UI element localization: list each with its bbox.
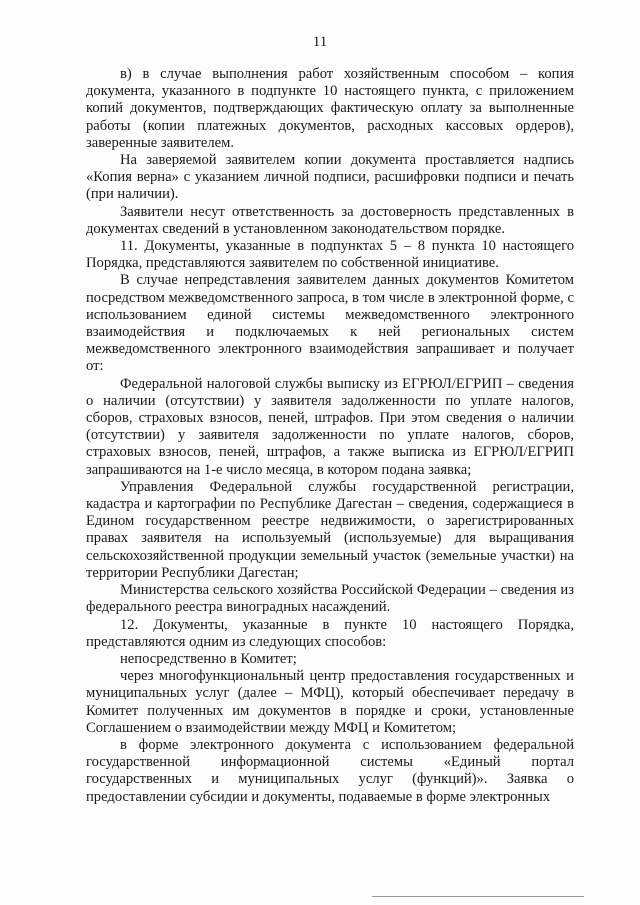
paragraph: непосредственно в Комитет; [120,650,297,667]
paragraph: 12. Документы, указанные в пункте 10 настоящего Порядка, представляются одним из следующих способов: [86,616,574,650]
paragraph: Управления Федеральной службы государственной регистрации, кадастра и картографии по Республике Дагестан – сведения, содержащиеся в Едином государственном реестре недвижимости, о зарегистрированных правах заявителя на используемый (используемые) для выращивания сельскохозяйственной продукции земельный участок (земельные участки) на территории Республики Дагестан; [86,478,574,581]
paragraph: В случае непредставления заявителем данных документов Комитетом посредством межведомственного запроса, в том числе в электронной форме, с использованием единой системы межведомственного электронного взаимодействия и подключаемых к ней региональных систем межведомственного электронного взаимодействия запрашивает и получает от: [86,272,574,375]
paragraph: в форме электронного документа с использованием федеральной государственной информационной системы «Единый портал государственных и муниципальных услуг (функций)». Заявка о предоставлении субсидии и документы, подаваемые в форме электронных [86,736,574,805]
paragraph: Министерства сельского хозяйства Российской Федерации – сведения из федерального реестра виноградных насаждений. [86,582,574,616]
footer-rule [372,896,584,897]
paragraph: в) в случае выполнения работ хозяйственным способом – копия документа, указанного в подпункте 10 настоящего пункта, с приложением копий документов, подтверждающих фактическую оплату за выполненные работы (копии платежных документов, расходных кассовых ордеров), заверенные заявителем. [86,66,574,151]
paragraph: На заверяемой заявителем копии документа проставляется надпись «Копия верна» с указанием личной подписи, расшифровки подписи и печать (при наличии). [86,152,574,203]
paragraph: Федеральной налоговой службы выписку из ЕГРЮЛ/ЕГРИП – сведения о наличии (отсутствии) у заявителя задолженности по уплате налогов, сборов, страховых взносов, пеней, штрафов. При этом сведения о наличии (отсутствии) у заявителя задолженности по уплате налогов, сборов, страховых взносов, пеней, штрафов, а также выписка из ЕГРЮЛ/ЕГРИП запрашиваются на 1-е число месяца, в котором подана заявка; [86,375,574,478]
paragraph: 11. Документы, указанные в подпунктах 5 – 8 пункта 10 настоящего Порядка, представляются заявителем по собственной инициативе. [86,238,574,272]
document-body [86,66,574,806]
page-number: 11 [312,34,328,50]
paragraph: Заявители несут ответственность за достоверность представленных в документах сведений в установленном законодательством порядке. [86,203,574,237]
paragraph: через многофункциональный центр предоставления государственных и муниципальных услуг (далее – МФЦ), который обеспечивает передачу в Комитет полученных им документов в порядке и сроки, установленные Соглашением о взаимодействии между МФЦ и Комитетом; [86,668,574,736]
